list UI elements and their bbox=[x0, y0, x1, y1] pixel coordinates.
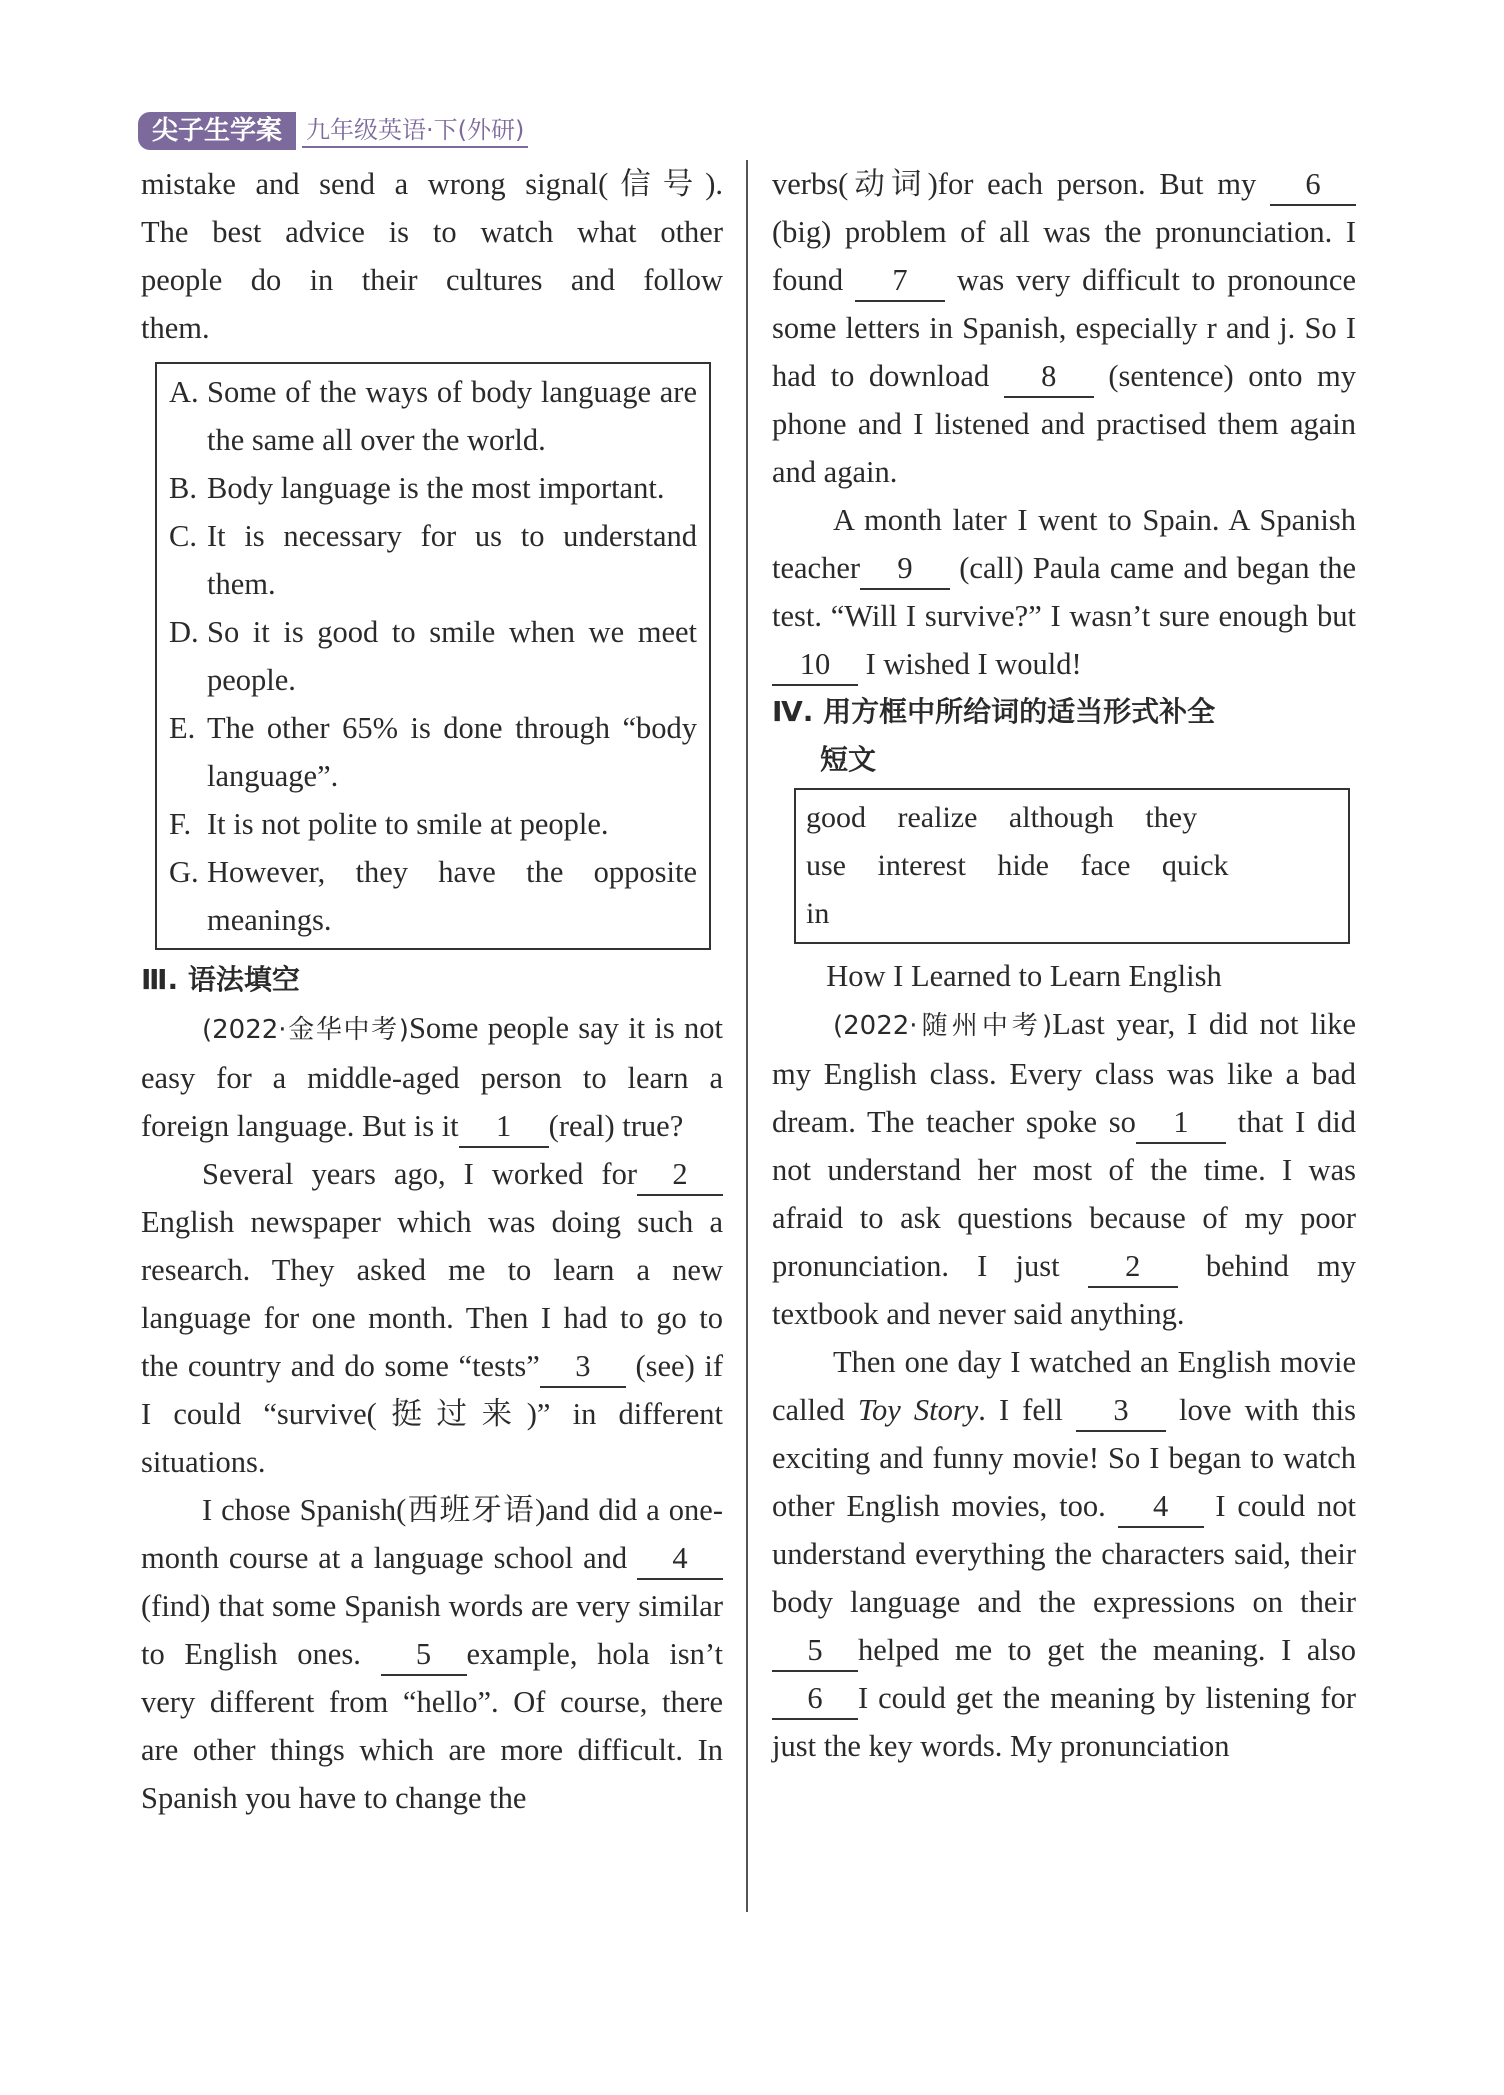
word-item: use bbox=[806, 849, 846, 882]
option-d bbox=[169, 608, 697, 704]
paragraph-text: I could not understand everything the characters said, their body language and the expressions on their bbox=[772, 1489, 1356, 1619]
paragraph-text: I chose Spanish(西班牙语)and did a one-month course at a language school and bbox=[141, 1493, 723, 1575]
paragraph-text: Last year, I did not like my English class. Every class was like a bad dream. The teacher spoke so bbox=[772, 1007, 1356, 1139]
option-a bbox=[169, 368, 697, 464]
blank-2[interactable]: 2 bbox=[1088, 1246, 1178, 1288]
intro-paragraph bbox=[141, 160, 723, 352]
word-row bbox=[806, 890, 1338, 938]
grammar-paragraph-1 bbox=[141, 1004, 723, 1150]
options-box bbox=[155, 362, 711, 950]
word-item: good bbox=[806, 801, 866, 834]
option-letter: C. bbox=[169, 519, 197, 553]
option-text: Body language is the most important. bbox=[207, 471, 665, 505]
section-4-title-line2: 短文 bbox=[820, 743, 877, 776]
exam-source: (2022·随州中考) bbox=[833, 1011, 1053, 1041]
paragraph-text: I wished I would! bbox=[865, 647, 1082, 681]
option-text: The other 65% is done through “body language”. bbox=[207, 711, 697, 793]
right-column bbox=[772, 160, 1356, 1770]
paragraph-text: love with this exciting and funny movie! So I began to watch other English movies, too. bbox=[772, 1393, 1356, 1523]
blank-1[interactable]: 1 bbox=[1136, 1102, 1226, 1144]
book-subtitle: 九年级英语·下(外研) bbox=[302, 114, 528, 148]
paragraph-text: that I did not understand her most of the time. I was afraid to ask questions because of my poor pronunciation. I just bbox=[772, 1105, 1356, 1283]
word-bank-box bbox=[794, 788, 1350, 944]
word-row bbox=[806, 794, 1338, 842]
paragraph-text: Several years ago, I worked for bbox=[202, 1157, 637, 1191]
option-text: So it is good to smile when we meet people. bbox=[207, 615, 697, 697]
passage-paragraph-2 bbox=[772, 1338, 1356, 1770]
option-letter: G. bbox=[169, 855, 199, 889]
option-text: Some of the ways of body language are the same all over the world. bbox=[207, 375, 697, 457]
section-3-title: Ⅲ. 语法填空 bbox=[141, 963, 300, 996]
word-item: interest bbox=[877, 849, 966, 882]
paragraph-text: . I fell bbox=[978, 1393, 1063, 1427]
word-item: although bbox=[1008, 801, 1114, 834]
word-item: quick bbox=[1161, 849, 1229, 882]
passage-title: How I Learned to Learn English bbox=[826, 959, 1222, 993]
blank-6[interactable]: 6 bbox=[1270, 164, 1356, 206]
word-item: they bbox=[1145, 801, 1198, 834]
option-letter: A. bbox=[169, 375, 199, 409]
paragraph-text: (real) true? bbox=[548, 1109, 684, 1143]
blank-10[interactable]: 10 bbox=[772, 644, 858, 686]
blank-7[interactable]: 7 bbox=[855, 260, 945, 302]
page-header bbox=[138, 111, 528, 151]
intro-line: people do in their cultures and follow bbox=[141, 263, 723, 297]
option-letter: B. bbox=[169, 471, 197, 505]
paragraph-text: I could get the meaning by listening for just the key words. My pronunciation bbox=[772, 1681, 1356, 1763]
option-letter: E. bbox=[169, 711, 196, 745]
word-item: in bbox=[806, 897, 830, 930]
paragraph-text: (see) if I could “survive(挺过来)” in different situations. bbox=[141, 1349, 723, 1479]
intro-line: them. bbox=[141, 311, 210, 345]
blank-8[interactable]: 8 bbox=[1004, 356, 1094, 398]
option-g bbox=[169, 848, 697, 944]
word-item: hide bbox=[997, 849, 1049, 882]
grammar-paragraph-3 bbox=[141, 1486, 723, 1822]
paragraph-text: behind my textbook and never said anything. bbox=[772, 1249, 1356, 1331]
option-c bbox=[169, 512, 697, 608]
option-letter: F. bbox=[169, 807, 192, 841]
blank-4[interactable]: 4 bbox=[1118, 1486, 1204, 1528]
intro-line: The best advice is to watch what other bbox=[141, 215, 723, 249]
paragraph-text: example, hola isn’t very different from “hello”. Of course, there are other things which are more difficult. In Spanish you have to change the bbox=[141, 1637, 723, 1815]
blank-3[interactable]: 3 bbox=[1076, 1390, 1166, 1432]
column-divider bbox=[746, 160, 748, 1912]
blank-3[interactable]: 3 bbox=[540, 1346, 626, 1388]
word-row bbox=[806, 842, 1338, 890]
option-text: It is not polite to smile at people. bbox=[207, 807, 609, 841]
left-column bbox=[141, 160, 723, 1822]
paragraph-text: verbs(动词)for each person. But my bbox=[772, 167, 1257, 201]
option-letter: D. bbox=[169, 615, 199, 649]
paragraph-text: Some people say it is not easy for a middle-aged person to learn a foreign language. But is it bbox=[141, 1011, 723, 1143]
paragraph-text: (call) Paula came and began the test. “Will I survive?” I wasn’t sure enough but bbox=[772, 551, 1356, 633]
passage-paragraph-1 bbox=[772, 1000, 1356, 1338]
book-badge: 尖子生学案 bbox=[138, 112, 296, 150]
option-f bbox=[169, 800, 697, 848]
paragraph-text: helped me to get the meaning. I also bbox=[858, 1633, 1356, 1667]
paragraph-text: Then one day I watched an English movie called bbox=[772, 1345, 1356, 1427]
blank-6[interactable]: 6 bbox=[772, 1678, 858, 1720]
section-4-title bbox=[772, 688, 1356, 784]
blank-5[interactable]: 5 bbox=[381, 1634, 467, 1676]
paragraph-text: A month later I went to Spain. A Spanish teacher bbox=[772, 503, 1356, 585]
blank-5[interactable]: 5 bbox=[772, 1630, 858, 1672]
word-item: face bbox=[1080, 849, 1131, 882]
intro-line: mistake and send a wrong signal(信号). bbox=[141, 167, 723, 201]
word-item: realize bbox=[897, 801, 978, 834]
paragraph-text: (big) problem of all was the pronunciation. I found bbox=[772, 215, 1356, 297]
blank-4[interactable]: 4 bbox=[637, 1538, 723, 1580]
exam-source: (2022·金华中考) bbox=[202, 1015, 409, 1045]
grammar-paragraph-3-cont bbox=[772, 160, 1356, 496]
paragraph-text: (sentence) onto my phone and I listened and practised them again and again. bbox=[772, 359, 1357, 489]
grammar-paragraph-2 bbox=[141, 1150, 723, 1486]
blank-9[interactable]: 9 bbox=[860, 548, 950, 590]
paragraph-text: (find) that some Spanish words are very similar to English ones. bbox=[141, 1589, 723, 1671]
blank-2[interactable]: 2 bbox=[637, 1154, 723, 1196]
paragraph-text: English newspaper which was doing such a research. They asked me to learn a new language for one month. Then I had to go to the country and do some “tests” bbox=[141, 1205, 723, 1383]
option-text: It is necessary for us to understand them. bbox=[207, 519, 697, 601]
option-text: However, they have the opposite meanings. bbox=[207, 855, 697, 937]
section-4-title-line1: Ⅳ. 用方框中所给词的适当形式补全 bbox=[772, 695, 1216, 728]
grammar-paragraph-4 bbox=[772, 496, 1356, 688]
option-b bbox=[169, 464, 697, 512]
movie-title: Toy Story bbox=[857, 1393, 979, 1427]
paragraph-text: was very difficult to pronounce some letters in Spanish, especially r and j. So I had to download bbox=[772, 263, 1357, 393]
option-e bbox=[169, 704, 697, 800]
blank-1[interactable]: 1 bbox=[459, 1106, 549, 1148]
